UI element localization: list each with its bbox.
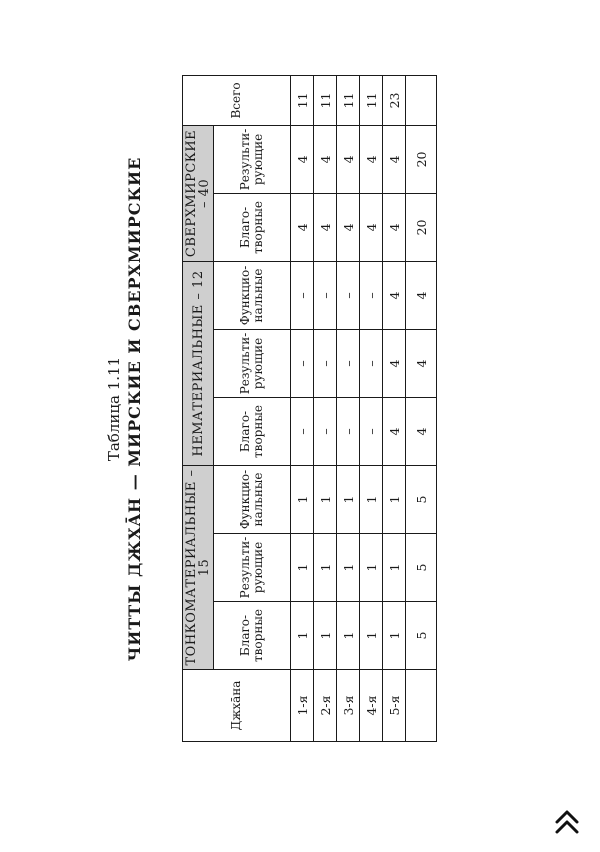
table-row <box>360 75 383 741</box>
cell: 1 <box>337 602 360 670</box>
cell: 1 <box>314 534 337 602</box>
total-header: Всего <box>183 75 291 125</box>
subhead: Благо- творные <box>214 193 291 261</box>
row-label: 2-я <box>314 670 337 742</box>
double-chevron-up-icon[interactable] <box>552 806 582 836</box>
cell: 4 <box>337 125 360 193</box>
table-caption <box>100 76 160 742</box>
cell: – <box>291 329 314 397</box>
cell: 4 <box>314 125 337 193</box>
cell: – <box>337 329 360 397</box>
subhead: Функцио- нальные <box>214 261 291 329</box>
total-cell: 4 <box>406 261 437 329</box>
group-header-fine-material: ТОНКОМАТЕРИАЛЬНЫЕ – 15 <box>183 465 214 669</box>
row-label: 3-я <box>337 670 360 742</box>
cell: – <box>291 397 314 465</box>
subhead: Фyнкцио- нальные <box>214 465 291 533</box>
cell: 1 <box>383 534 406 602</box>
cell: 1 <box>337 534 360 602</box>
cell: 1 <box>291 602 314 670</box>
cell: 4 <box>291 125 314 193</box>
cell: 4 <box>360 125 383 193</box>
cell: 4 <box>383 193 406 261</box>
cell: 1 <box>383 602 406 670</box>
subhead: Результи- рующие <box>214 329 291 397</box>
cell: – <box>291 261 314 329</box>
cell: 11 <box>360 75 383 125</box>
totals-row <box>406 75 437 741</box>
cell: 1 <box>360 465 383 533</box>
cell: – <box>337 261 360 329</box>
cell: 1 <box>337 465 360 533</box>
cell: 11 <box>291 75 314 125</box>
total-cell: 5 <box>406 465 437 533</box>
group-header-immaterial: НЕМАТЕРИАЛЬНЫЕ – 12 <box>183 261 214 465</box>
group-header-supramundane: СВЕРХМИРСКИЕ – 40 <box>183 125 214 261</box>
table-row <box>337 75 360 741</box>
cell: 23 <box>383 75 406 125</box>
cell: 4 <box>383 261 406 329</box>
cell: 4 <box>383 125 406 193</box>
row-header: Джхāна <box>183 670 291 742</box>
cell: – <box>360 329 383 397</box>
cell: 1 <box>360 534 383 602</box>
cell: 4 <box>291 193 314 261</box>
row-label: 4-я <box>360 670 383 742</box>
cell: 1 <box>291 465 314 533</box>
table-title: ЧИТТЫ ДЖХĀН — МИРСКИЕ И СВЕРХМИРСКИЕ <box>125 156 144 662</box>
cell: – <box>360 261 383 329</box>
cell: – <box>314 261 337 329</box>
row-label <box>406 670 437 742</box>
row-label: 1-я <box>291 670 314 742</box>
table-row <box>291 75 314 741</box>
total-cell: 20 <box>406 193 437 261</box>
cell: 11 <box>337 75 360 125</box>
table-number: Таблица 1.11 <box>105 356 123 462</box>
total-cell: 4 <box>406 397 437 465</box>
cell: – <box>314 397 337 465</box>
cell: 1 <box>314 602 337 670</box>
total-cell: 5 <box>406 534 437 602</box>
subhead: Результи- рующие <box>214 534 291 602</box>
table-row <box>314 75 337 741</box>
total-cell: 5 <box>406 602 437 670</box>
cell: 4 <box>360 193 383 261</box>
table-row <box>383 75 406 741</box>
cell: 4 <box>383 329 406 397</box>
subhead: Результи- рующие <box>214 125 291 193</box>
total-cell: 4 <box>406 329 437 397</box>
subhead: Благо- творные <box>214 397 291 465</box>
rotated-page-content <box>100 76 429 742</box>
cell: 4 <box>314 193 337 261</box>
cell: 1 <box>383 465 406 533</box>
chitta-jhana-table <box>182 75 437 742</box>
total-cell: 20 <box>406 125 437 193</box>
cell: – <box>337 397 360 465</box>
cell: 1 <box>291 534 314 602</box>
cell: 4 <box>337 193 360 261</box>
row-label: 5-я <box>383 670 406 742</box>
cell: 1 <box>314 465 337 533</box>
cell: – <box>360 397 383 465</box>
total-cell <box>406 75 437 125</box>
cell: 11 <box>314 75 337 125</box>
cell: – <box>314 329 337 397</box>
cell: 1 <box>360 602 383 670</box>
cell: 4 <box>383 397 406 465</box>
subhead: Благо- творные <box>214 602 291 670</box>
